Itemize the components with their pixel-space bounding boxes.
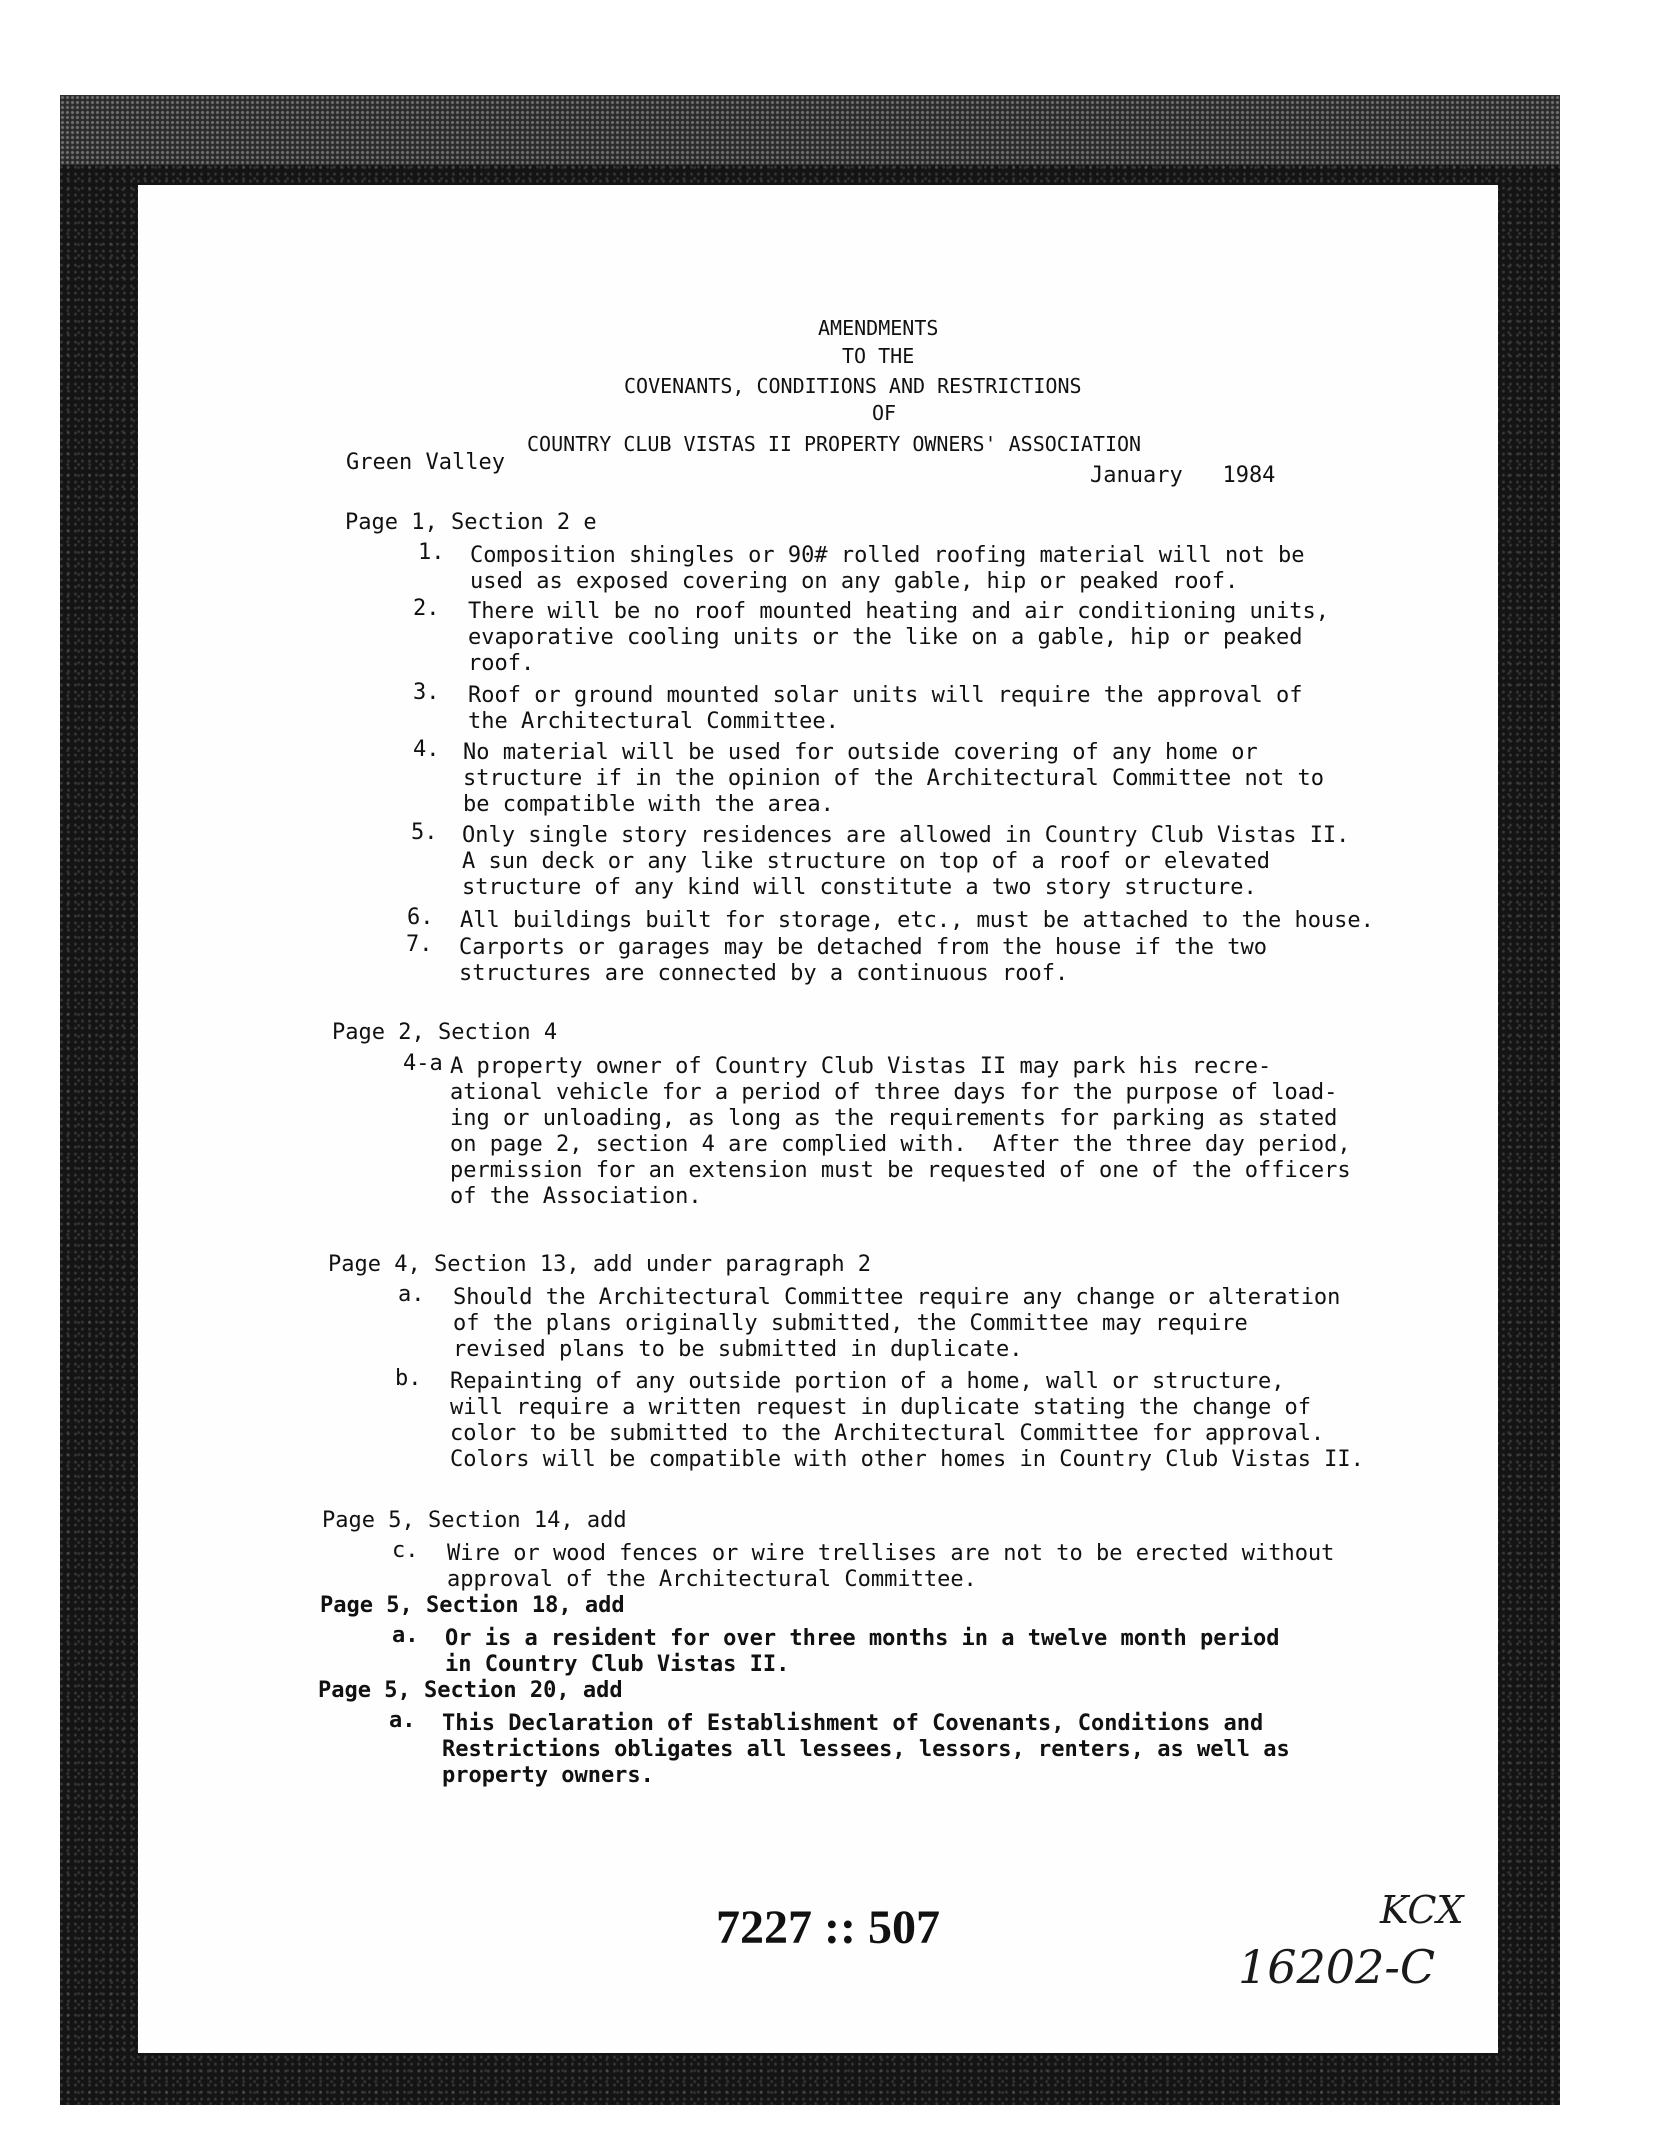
handwritten-reference: 16202-C: [1238, 1940, 1436, 1994]
title-amendments: AMENDMENTS: [818, 316, 939, 340]
item-text: A property owner of Country Club Vistas II may park his recre- ational vehicle for a period of three days for the purpose of load- ing or unloading, as long as the requirements for parking as stated on page 2, section 4 are complied with. After the three day period, permission for an extension must be requested of one of the officers of the Association.: [450, 1054, 1351, 1209]
item-text: Composition shingles or 90# rolled roofing material will not be used as exposed covering on any gable, hip or peaked roof.: [470, 543, 1305, 594]
item-number: 1.: [418, 540, 445, 565]
item-text: Repainting of any outside portion of a home, wall or structure, will require a written request in duplicate stating the change of color to be submitted to the Architectural Committee for approval. Colors will be compatible with other homes in Country Club Vistas II.: [450, 1369, 1364, 1472]
item-text: Or is a resident for over three months in a twelve month period in Country Club Vistas II.: [445, 1626, 1280, 1677]
item-number: b.: [395, 1366, 422, 1391]
location: Green Valley: [346, 450, 505, 475]
title-of: OF: [872, 401, 897, 425]
item-text: No material will be used for outside covering of any home or structure if in the opinion of the Architectural Committee not to be compatible with the area.: [463, 740, 1324, 817]
item-text: There will be no roof mounted heating and air conditioning units, evaporative cooling units or the like on a gable, hip or peaked roof.: [468, 599, 1329, 676]
document-date: January 1984: [1090, 463, 1276, 488]
section-heading: Page 4, Section 13, add under paragraph 2: [328, 1252, 872, 1277]
scan-top-band: [60, 95, 1560, 165]
item-number: a.: [398, 1282, 425, 1307]
item-number: 6.: [407, 905, 434, 930]
item-number: 4-a: [403, 1051, 443, 1076]
title-covenants: COVENANTS, CONDITIONS AND RESTRICTIONS: [624, 374, 1082, 398]
title-to-the: TO THE: [842, 344, 915, 368]
section-heading: Page 1, Section 2 e: [345, 510, 597, 535]
section-heading: Page 2, Section 4: [332, 1020, 558, 1045]
item-number: a.: [392, 1623, 419, 1648]
recording-number: 7227 :: 507: [716, 1901, 940, 1954]
item-text: Wire or wood fences or wire trellises are not to be erected without approval of the Architectural Committee.: [447, 1541, 1335, 1592]
item-number: c.: [392, 1538, 419, 1563]
item-number: 2.: [413, 596, 440, 621]
item-text: Carports or garages may be detached from the house if the two structures are connected by a continuous roof.: [459, 935, 1267, 986]
item-text: Only single story residences are allowed in Country Club Vistas II. A sun deck or any like structure on top of a roof or elevated structure of any kind will constitute a two story structure.: [462, 823, 1350, 900]
section-heading: Page 5, Section 18, add: [320, 1593, 625, 1618]
item-text: Should the Architectural Committee require any change or alteration of the plans originally submitted, the Committee may require revised plans to be submitted in duplicate.: [453, 1285, 1341, 1362]
section-heading: Page 5, Section 20, add: [318, 1678, 623, 1703]
item-number: a.: [389, 1708, 416, 1733]
title-association: COUNTRY CLUB VISTAS II PROPERTY OWNERS' ASSOCIATION: [527, 432, 1142, 456]
handwritten-initials: KCX: [1380, 1888, 1464, 1932]
item-number: 7.: [406, 932, 433, 957]
section-heading: Page 5, Section 14, add: [322, 1508, 627, 1533]
item-text: All buildings built for storage, etc., must be attached to the house.: [460, 908, 1374, 933]
item-text: Roof or ground mounted solar units will require the approval of the Architectural Committee.: [468, 683, 1303, 734]
item-text: This Declaration of Establishment of Covenants, Conditions and Restrictions obligates all lessees, lessors, renters, as well as property owners.: [442, 1711, 1290, 1788]
item-number: 3.: [413, 680, 440, 705]
item-number: 5.: [411, 820, 438, 845]
item-number: 4.: [413, 737, 440, 762]
